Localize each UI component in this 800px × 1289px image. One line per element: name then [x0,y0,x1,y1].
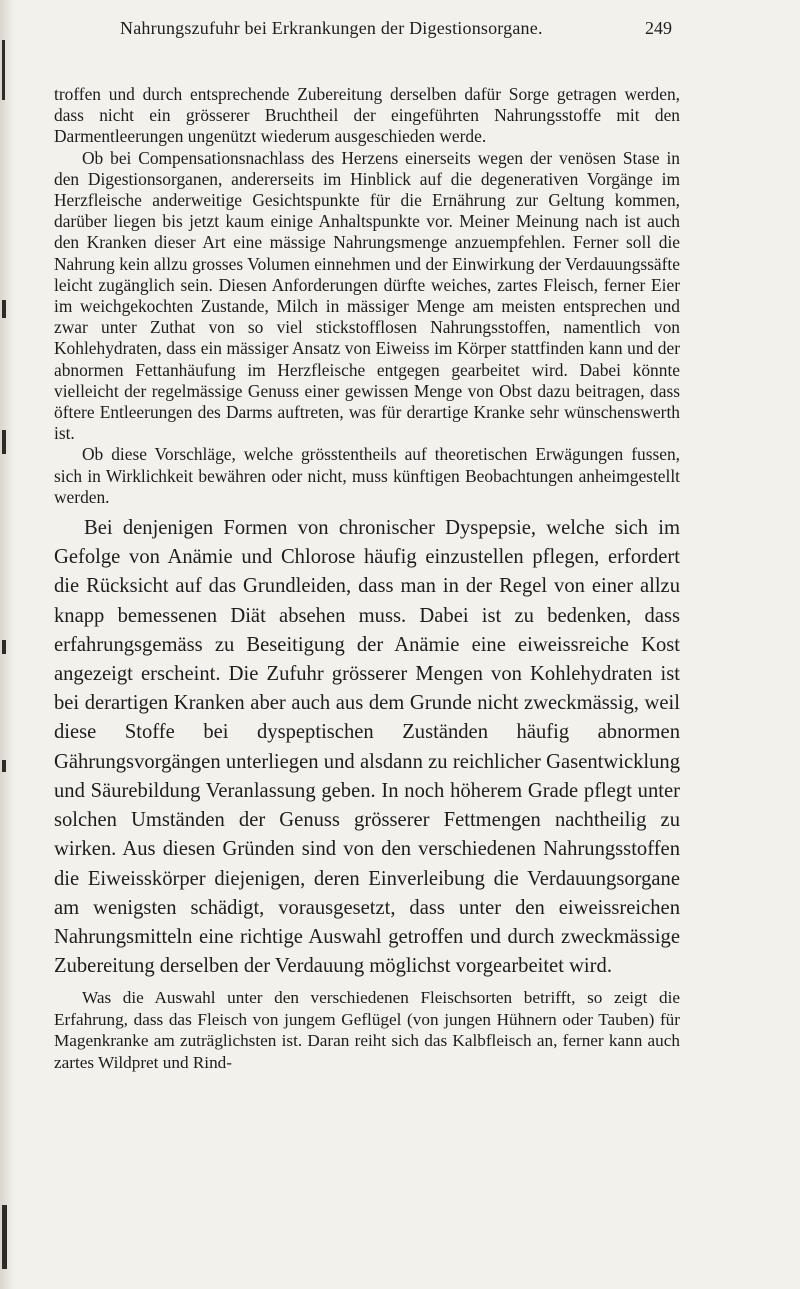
paragraph: troffen und durch entsprechende Zubereitung derselben dafür Sorge getragen werden, dass nicht ein grösserer Bruchtheil der eingeführten Nahrungsstoffe mit den Darmentleerungen ungenützt wiederum ausgeschieden werde. [54,84,680,147]
binding-shadow-mark [2,40,5,100]
page-binding-edge [0,0,14,1289]
page-number: 249 [645,18,672,38]
binding-shadow-mark [2,760,6,772]
paragraph: Ob bei Compensationsnachlass des Herzens einerseits wegen der venösen Stase in den Digestionsorganen, andererseits im Hinblick auf die degenerativen Vorgänge im Herzfleische anderweitige Gesichtspunkte für die Ernährung zur Geltung kommen, darüber liegen bis jetzt kaum einige Anhaltspunkte vor. Meiner Meinung nach ist auch den Kranken dieser Art eine mässige Nahrungsmenge anzuempfehlen. Ferner soll die Nahrung kein allzu grosses Volumen einnehmen und der Einwirkung der Verdauungssäfte leicht zugänglich sein. Diesen Anforderungen dürfte weiches, zartes Fleisch, ferner Eier im weichgekochten Zustande, Milch in mässiger Menge am meisten entsprechen und zwar unter Zuthat von so viel stickstofflosen Nahrungsstoffen, namentlich von Kohlehydraten, dass ein mässiger Ansatz von Eiweiss im Körper stattfinden kann und der abnormen Fettanhäufung im Herzfleische entgegen gearbeitet wird. Dabei könnte vielleicht der regelmässige Genuss einer gewissen Menge von Obst dazu beitragen, dass öftere Entleerungen des Darms auftreten, was für derartige Kranke sehr wünschenswerth ist. [54,147,680,444]
binding-shadow-mark [2,640,6,654]
page-header [120,18,672,44]
paragraph: Was die Auswahl unter den verschiedenen Fleischsorten betrifft, so zeigt die Erfahrung, dass das Fleisch von jungem Geflügel (von jungen Hühnern oder Tauben) für Magenkranke am zuträglichsten ist. Daran reiht sich das Kalbfleisch an, ferner kann auch zartes Wildpret und Rind- [54,988,680,1072]
binding-shadow-mark [2,300,6,318]
running-title: Nahrungszufuhr bei Erkrankungen der Digestionsorgane. [120,18,543,38]
paragraph-large: Bei denjenigen Formen von chronischer Dyspepsie, welche sich im Gefolge von Anämie und Chlorose häufig einzustellen pflegen, erfordert die Rücksicht auf das Grundleiden, dass man in der Regel von einer allzu knapp bemessenen Diät absehen muss. Dabei ist zu bedenken, dass erfahrungsgemäss zu Beseitigung der Anämie eine eiweissreiche Kost angezeigt erscheint. Die Zufuhr grösserer Mengen von Kohlehydraten ist bei derartigen Kranken aber auch aus dem Grunde nicht zweckmässig, weil diese Stoffe bei dyspeptischen Zuständen häufig abnormen Gährungsvorgängen unterliegen und alsdann zu reichlicher Gasentwicklung und Säurebildung Veranlassung geben. In noch höherem Grade pflegt unter solchen Umständen der Genuss grösserer Fettmengen nachtheilig zu wirken. Aus diesen Gründen sind von den verschiedenen Nahrungsstoffen die Eiweisskörper diejenigen, deren Einverleibung die Verdauungsorgane am wenigsten schädigt, vorausgesetzt, dass unter den eiweissreichen Nahrungsmitteln eine richtige Auswahl getroffen und durch zweckmässige Zubereitung derselben der Verdauung möglichst vorgearbeitet wird. [54,517,680,978]
binding-shadow-mark [2,430,6,454]
body-text [54,84,680,1073]
paragraph: Ob diese Vorschläge, welche grösstentheils auf theoretischen Erwägungen fussen, sich in Wirklichkeit bewähren oder nicht, muss künftigen Beobachtungen anheimgestellt werden. [54,444,680,507]
binding-shadow-mark [2,1205,7,1269]
